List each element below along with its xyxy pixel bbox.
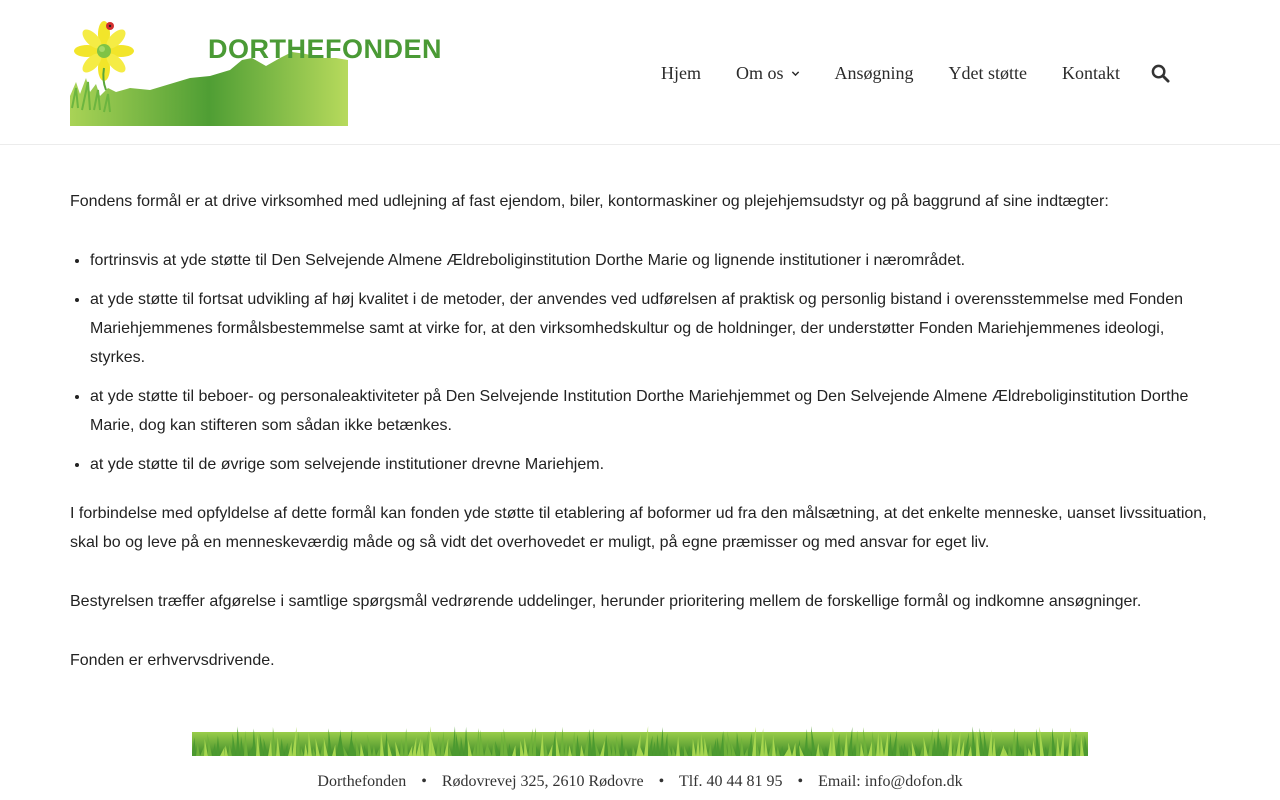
site-header: [0, 0, 1280, 145]
nav-item-label: Kontakt: [1062, 62, 1121, 83]
nav-item-label: Om os: [736, 62, 784, 83]
footer-address: Rødovrevej 325, 2610 Rødovre: [441, 773, 644, 790]
main-nav: [661, 60, 1170, 86]
nav-item-label: Ansøgning: [834, 62, 914, 83]
nav-item-label: Ydet støtte: [948, 62, 1028, 83]
chevron-down-icon[interactable]: [791, 69, 800, 78]
footer-separator: •: [421, 773, 427, 790]
nav-item-ansogning[interactable]: [835, 63, 914, 84]
site-footer: [0, 773, 1280, 791]
list-item: • at yde støtte til fortsat udvikling af høj kvalitet i de metoder, der anvendes ved udførelsen af praktisk og personlig bistand i overensstemmelse med Fonden Mariehjemmenes formålsbestemmelse samt at virke for, at den virksomhedskultur og de holdninger, der understøtter Fonden Mariehjemmenes ideologi, styrkes.: [90, 285, 1215, 372]
footer-email[interactable]: Email: info@dofon.dk: [818, 773, 963, 790]
nav-item-label: Hjem: [661, 62, 701, 83]
footer-phone[interactable]: Tlf. 40 44 81 95: [678, 773, 783, 790]
nav-item-hjem[interactable]: [661, 63, 701, 84]
board-paragraph: Bestyrelsen træffer afgørelse i samtlige spørgsmål vedrørende uddelinger, herunder prioritering mellem de forskellige formål og indkomne ansøgninger.: [70, 593, 1142, 610]
intro-paragraph: Fondens formål er at drive virksomhed med udlejning af fast ejendom, biler, kontormaskiner og plejehjemsudstyr og på baggrund af sine indtægter:: [70, 193, 1109, 210]
grass-graphic: [192, 718, 1088, 756]
main-content: [70, 187, 1215, 675]
business-paragraph: Fonden er erhvervsdrivende.: [70, 652, 275, 669]
list-item: • fortrinsvis at yde støtte til Den Selvejende Almene Ældreboliginstitution Dorthe Marie og lignende institutioner i nærområdet.: [90, 246, 1215, 275]
purpose-list: [70, 246, 1215, 479]
list-item: • at yde støtte til de øvrige som selvejende institutioner drevne Mariehjem.: [90, 450, 1215, 479]
list-item: • at yde støtte til beboer- og personaleaktiviteter på Den Selvejende Institution Dorthe Mariehjemmet og Den Selvejende Almene Ældreboliginstitution Dorthe Marie, dog kan stifteren som sådan ikke betænkes.: [90, 382, 1215, 440]
support-paragraph: I forbindelse med opfyldelse af dette formål kan fonden yde støtte til etablering af boformer ud fra den målsætning, at det enkelte menneske, uanset livssituation, skal bo og leve på en menneskeværdig måde og så vidt det overhovedet er muligt, på egne præmisser og med ansvar for eget liv.: [70, 505, 1207, 551]
footer-name: Dorthefonden: [317, 773, 407, 790]
nav-item-ydet-stotte[interactable]: [949, 63, 1028, 84]
logo-wordmark: DORTHEFONDEN: [208, 34, 442, 64]
nav-item-om-os[interactable]: [736, 63, 800, 84]
site-logo[interactable]: [70, 18, 442, 126]
nav-item-kontakt[interactable]: [1062, 63, 1120, 84]
grass-banner: [192, 718, 1088, 756]
footer-separator: •: [797, 773, 804, 790]
footer-separator: •: [658, 773, 665, 790]
search-icon[interactable]: [1151, 64, 1170, 83]
